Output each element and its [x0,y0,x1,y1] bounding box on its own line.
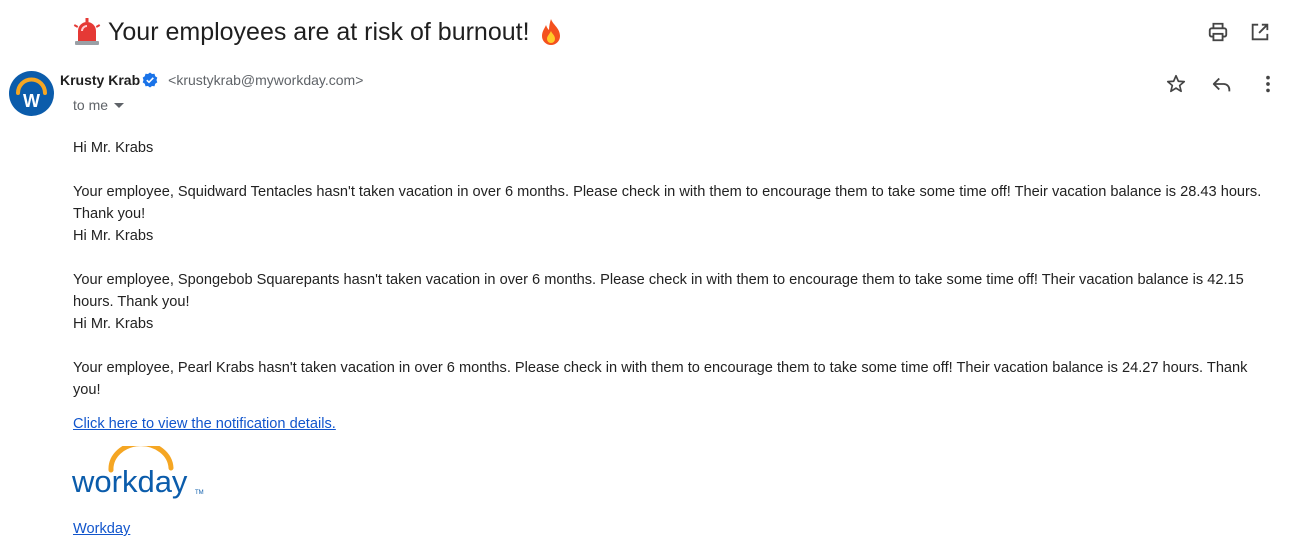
sender-avatar[interactable] [9,71,54,116]
recipient-dropdown[interactable] [73,97,124,113]
reply-icon [1211,73,1233,95]
reply-button[interactable] [1210,72,1234,96]
workday-footer-link[interactable]: Workday [73,521,131,537]
open-in-new-window-button[interactable] [1248,20,1272,44]
star-icon [1165,73,1187,95]
message-actions [1164,72,1280,96]
svg-text:TM: TM [195,490,204,496]
verified-badge-icon [142,72,158,88]
workday-logo [71,446,211,504]
more-vert-icon [1257,73,1279,95]
fire-icon [536,17,566,47]
greeting: Hi Mr. Krabs [73,140,154,156]
sender-email: <krustykrab@myworkday.com> [168,72,364,88]
chevron-down-icon [114,103,124,108]
more-options-button[interactable] [1256,72,1280,96]
greeting: Hi Mr. Krabs [73,228,154,244]
thread-actions [1206,20,1272,44]
star-button[interactable] [1164,72,1188,96]
print-button[interactable] [1206,20,1230,44]
svg-text:workday: workday [72,464,188,499]
email-subject-row [72,14,566,50]
greeting: Hi Mr. Krabs [73,316,154,332]
message-paragraph: Your employee, Squidward Tentacles hasn't taken vacation in over 6 months. Please check in with them to encourage them to take some time off! Their vacation balance is 28.43 hours. Thank you! [73,184,1262,222]
email-subject: Your employees are at risk of burnout! [108,18,530,46]
recipient-label: to me [73,97,109,113]
message-paragraph: Your employee, Pearl Krabs hasn't taken vacation in over 6 months. Please check in with them to encourage them to take some time off! Their vacation balance is 24.27 hours. Thank you! [73,360,1248,398]
workday-avatar-icon [9,71,54,116]
email-body [73,137,1278,435]
police-light-icon [72,17,102,47]
print-icon [1207,21,1229,43]
open-in-new-window-icon [1249,21,1271,43]
notification-details-link[interactable]: Click here to view the notification details. [73,416,336,432]
svg-text:W: W [23,91,40,111]
sender-line [60,72,363,88]
message-paragraph: Your employee, Spongebob Squarepants hasn't taken vacation in over 6 months. Please check in with them to encourage them to take some time off! Their vacation balance is 42.15 hours. Thank you! [73,272,1244,310]
sender-name[interactable]: Krusty Krab [60,72,141,88]
